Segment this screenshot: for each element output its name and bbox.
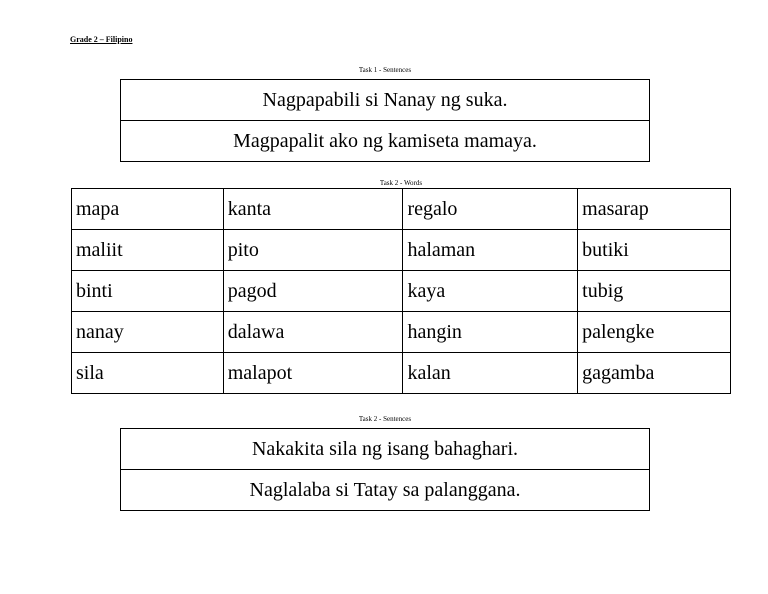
task2-words-caption: Task 2 - Words	[379, 179, 423, 187]
table-row	[121, 121, 650, 162]
task1-sentences-table	[120, 79, 650, 162]
table-row	[121, 429, 650, 470]
word-cell: regalo	[403, 189, 578, 230]
word-cell: binti	[72, 271, 224, 312]
word-cell: hangin	[403, 312, 578, 353]
task2-sentences-caption: Task 2 - Sentences	[358, 415, 412, 423]
word-cell: malapot	[223, 353, 403, 394]
word-cell: maliit	[72, 230, 224, 271]
table-row	[121, 470, 650, 511]
task2-sentences-table	[120, 428, 650, 511]
word-cell: kanta	[223, 189, 403, 230]
sentence-cell: Nagpapabili si Nanay ng suka.	[121, 80, 650, 121]
word-cell: halaman	[403, 230, 578, 271]
sentence-cell: Naglalaba si Tatay sa palanggana.	[121, 470, 650, 511]
word-cell: kalan	[403, 353, 578, 394]
word-cell: butiki	[578, 230, 731, 271]
word-cell: dalawa	[223, 312, 403, 353]
word-cell: nanay	[72, 312, 224, 353]
table-row	[72, 230, 731, 271]
document-title: Grade 2 – Filipino	[70, 35, 133, 44]
word-cell: pagod	[223, 271, 403, 312]
word-cell: sila	[72, 353, 224, 394]
word-cell: tubig	[578, 271, 731, 312]
table-row	[72, 312, 731, 353]
table-row	[72, 353, 731, 394]
task1-caption: Task 1 - Sentences	[358, 66, 412, 74]
table-row	[72, 271, 731, 312]
word-cell: masarap	[578, 189, 731, 230]
word-cell: mapa	[72, 189, 224, 230]
table-row	[72, 189, 731, 230]
task2-words-table	[71, 188, 731, 394]
word-cell: kaya	[403, 271, 578, 312]
sentence-cell: Nakakita sila ng isang bahaghari.	[121, 429, 650, 470]
word-cell: pito	[223, 230, 403, 271]
sentence-cell: Magpapalit ako ng kamiseta mamaya.	[121, 121, 650, 162]
word-cell: palengke	[578, 312, 731, 353]
word-cell: gagamba	[578, 353, 731, 394]
table-row	[121, 80, 650, 121]
